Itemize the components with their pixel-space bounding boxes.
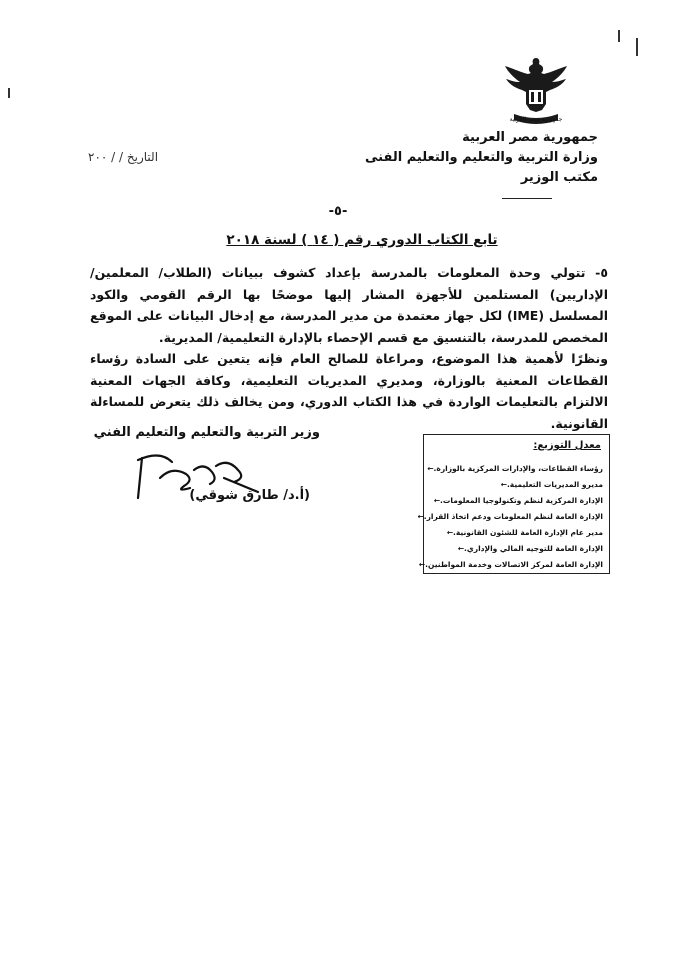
date-line: التاريخ / / ٢٠٠ xyxy=(88,150,159,164)
distribution-box xyxy=(417,434,610,574)
signature-title: وزير التربية والتعليم والتعليم الفني xyxy=(93,425,320,440)
signature-name: (أ.د/ طارق شوقي) xyxy=(189,488,310,503)
country-name: جمهورية مصر العربية xyxy=(462,130,598,145)
ministry-header xyxy=(365,128,598,188)
arrow-left-icon: ← xyxy=(417,512,424,521)
list-item xyxy=(431,493,603,509)
emblem-caption: جمهورية مصر العربية xyxy=(509,116,563,123)
arrow-left-icon: ← xyxy=(457,544,465,553)
ministry-name: وزارة التربية والتعليم والتعليم الفنى xyxy=(365,150,598,165)
distribution-item-text: مديرو المديريات التعليمية. xyxy=(506,480,603,489)
arrow-left-icon: ← xyxy=(446,528,454,537)
list-item xyxy=(431,541,603,557)
arrow-left-icon: ← xyxy=(418,560,426,569)
list-item xyxy=(417,509,603,525)
distribution-item-text: الإدارة المركزية لنظم وتكنولوجيا المعلومات. xyxy=(440,496,603,505)
distribution-item-text: الإدارة العامة لنظم المعلومات ودعم اتخاذ القرار. xyxy=(423,512,603,521)
list-item xyxy=(427,461,603,477)
distribution-heading: معدل التوزيع: xyxy=(533,440,601,451)
list-item xyxy=(418,557,603,573)
scan-mark xyxy=(8,88,10,98)
distribution-item-text: الإدارة العامة لمركز الاتصالات وخدمة المواطنين. xyxy=(425,560,603,569)
list-item xyxy=(431,477,603,493)
list-item xyxy=(431,525,603,541)
paragraph-item-5: ٥- تتولي وحدة المعلومات بالمدرسة بإعداد كشوف ببيانات (الطلاب/ المعلمين/ الإداريين) المستلمين للأجهزة المشار إليها موضحًا بها الرقم القومي والكود المسلسل (IME) لكل جهاز معتمدة من مدير المدرسة، مع إدخال البيانات على الموقع المخصص للمدرسة، بالتنسيق مع قسم الإحصاء بالإدارة التعليمية/ المديرية. xyxy=(90,265,608,345)
office-name: مكتب الوزير xyxy=(520,170,598,185)
paragraph-closing: ونظرًا لأهمية هذا الموضوع، ومراعاة للصالح العام فإنه يتعين على السادة رؤساء القطاعات المعنية بالوزارة، ومديري المديريات التعليمية، وكافة الجهات المعنية الالتزام بالتعليمات الواردة في هذا الكتاب الدوري، ومن يخالف ذلك يتعرض للمساءلة القانونية. xyxy=(90,351,608,431)
distribution-list xyxy=(417,461,603,573)
document-title xyxy=(212,232,512,248)
document-title-text: تابع الكتاب الدوري رقم ( ١٤ ) لسنة ٢٠١٨ xyxy=(226,232,498,248)
page-number: -٥- xyxy=(328,204,348,219)
body-text xyxy=(90,262,608,434)
arrow-left-icon: ← xyxy=(433,496,441,505)
distribution-item-text: رؤساء القطاعات، والإدارات المركزية بالوزارة. xyxy=(433,464,603,473)
arrow-left-icon: ← xyxy=(427,464,434,473)
distribution-item-text: مدير عام الإدارة العامة للشئون القانونية. xyxy=(453,528,603,537)
distribution-item-text: الإدارة العامة للتوجيه المالي والإداري. xyxy=(464,544,603,553)
arrow-left-icon: ← xyxy=(500,480,507,489)
scan-mark xyxy=(618,30,620,42)
header-divider xyxy=(502,198,552,199)
scan-mark xyxy=(636,38,638,56)
